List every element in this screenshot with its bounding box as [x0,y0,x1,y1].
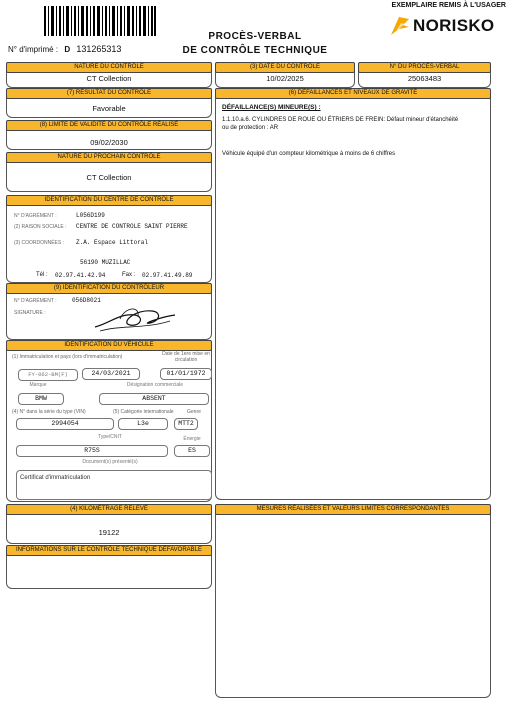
marque-value: BMW [18,393,64,405]
brand-name: NORISKO [413,16,495,35]
first-circ-value: 01/01/1972 [160,368,212,380]
immat-label: (1) Immatriculation et pays (lors d'immatriculation) [12,354,123,360]
mesures-label: MESURES RÉALISÉES ET VALEURS LIMITES CORRESPONDANTES [215,504,491,515]
marque-label: Marque [29,382,47,388]
controleur-label: (9) IDENTIFICATION DU CONTRÔLEUR [6,283,212,294]
nature-label: NATURE DU CONTRÔLE [6,62,212,73]
centre-address2: 56190 MUZILLAC [80,259,131,266]
energie-label: Énergie [183,436,201,442]
vin-label: (4) N° dans la série du type (VIN) [12,409,86,415]
print-number-label: N° d'imprimé : [8,45,59,54]
controleur-agrement-label: N° D'AGRÉMENT : [14,298,57,304]
vin-value: 2994054 [16,418,114,430]
centre-fax-label: Fax : [122,272,136,278]
mesures-box [215,504,491,698]
controleur-agrement-value: 056D8021 [72,297,101,304]
designation-label: Désignation commerciale [126,382,184,388]
date-label: (3) DATE DU CONTRÔLE [215,62,355,73]
energie-value: ES [174,445,210,457]
controleur-signature-label: SIGNATURE : [14,310,46,316]
immat-value: FY-062-BM(F) [18,369,78,381]
signature-scribble [90,303,180,333]
centre-tel-label: Tél : [36,272,48,278]
result-value: Favorable [92,104,126,113]
defaillances-box [215,88,491,500]
next-label: NATURE DU PROCHAIN CONTRÔLE [6,152,212,163]
centre-fax-value: 02.97.41.49.89 [142,272,193,279]
defaillance-item-1: 1.1.10.a.6. CYLINDRES DE ROUE OU ÉTRIERS DE FREIN: Défaut mineur d'étanchéité ou de protection : AR [222,117,459,131]
pv-value: 25063483 [407,74,442,83]
centre-tel-value: 02.97.41.42.94 [55,272,106,279]
print-number [8,44,121,54]
date-value: 10/02/2025 [266,74,304,83]
genre-label: Genre [187,409,201,415]
date-immat-value: 24/03/2021 [82,368,140,380]
doc-title-line2: DE CONTRÔLE TECHNIQUE [182,45,328,56]
genre-value: MTT2 [174,418,198,430]
first-circ-label: Date de 1ere mise en circulation [162,351,210,363]
centre-raison-value: CENTRE DE CONTROLE SAINT PIERRE [76,223,188,230]
pv-label: N° DU PROCÈS-VERBAL [358,62,491,73]
print-number-letter: D [64,45,71,54]
docs-label: Document(s) présenté(s) [82,459,138,465]
cat-value: L3e [118,418,168,430]
defaillances-note: Véhicule équipé d'un compteur kilométrique à moins de 6 chiffres [222,151,396,157]
centre-address1: Z.A. Espace Littoral [76,239,149,246]
designation-value: ABSENT [99,393,209,405]
defaillances-heading: DÉFAILLANCE(S) MINEURE(S) : [222,104,321,111]
norisko-logo-icon [389,15,411,37]
km-value: 19122 [98,528,120,537]
centre-raison-label: (2) RAISON SOCIALE : [14,224,67,230]
result-label: (7) RÉSULTAT DU CONTRÔLE [6,88,212,99]
next-value: CT Collection [86,173,132,182]
centre-agrement-label: N° D'AGRÉMENT : [14,213,57,219]
nature-value: CT Collection [86,74,132,83]
defaillances-label: (6) DÉFAILLANCES ET NIVEAUX DE GRAVITÉ [215,88,491,99]
centre-label: IDENTIFICATION DU CENTRE DE CONTRÔLE [6,195,212,206]
type-label: Type/CNIT [98,434,122,440]
cat-label: (5) Catégorie internationale [113,409,174,415]
type-value: R75S [16,445,168,457]
barcode [44,6,156,36]
validity-label: (8) LIMITE DE VALIDITÉ DU CONTRÔLE RÉALISÉ [6,120,212,131]
vehicule-label: IDENTIFICATION DU VÉHICULE [6,340,212,351]
print-number-value: 131265313 [76,44,122,54]
km-label: (4) KILOMÉTRAGE RELEVÉ [6,504,212,515]
info-label: INFORMATIONS SUR LE CONTRÔLE TECHNIQUE DÉFAVORABLE [6,545,212,556]
validity-value: 09/02/2030 [90,138,128,147]
docs-value: Certificat d'immatriculation [20,475,91,481]
copy-notice: EXEMPLAIRE REMIS À L'USAGER [391,2,506,9]
centre-agrement-value: L056D199 [76,212,105,219]
centre-coord-label: (3) COORDONNÉES : [14,240,65,246]
doc-title-line1: PROCÈS-VERBAL [208,31,302,42]
